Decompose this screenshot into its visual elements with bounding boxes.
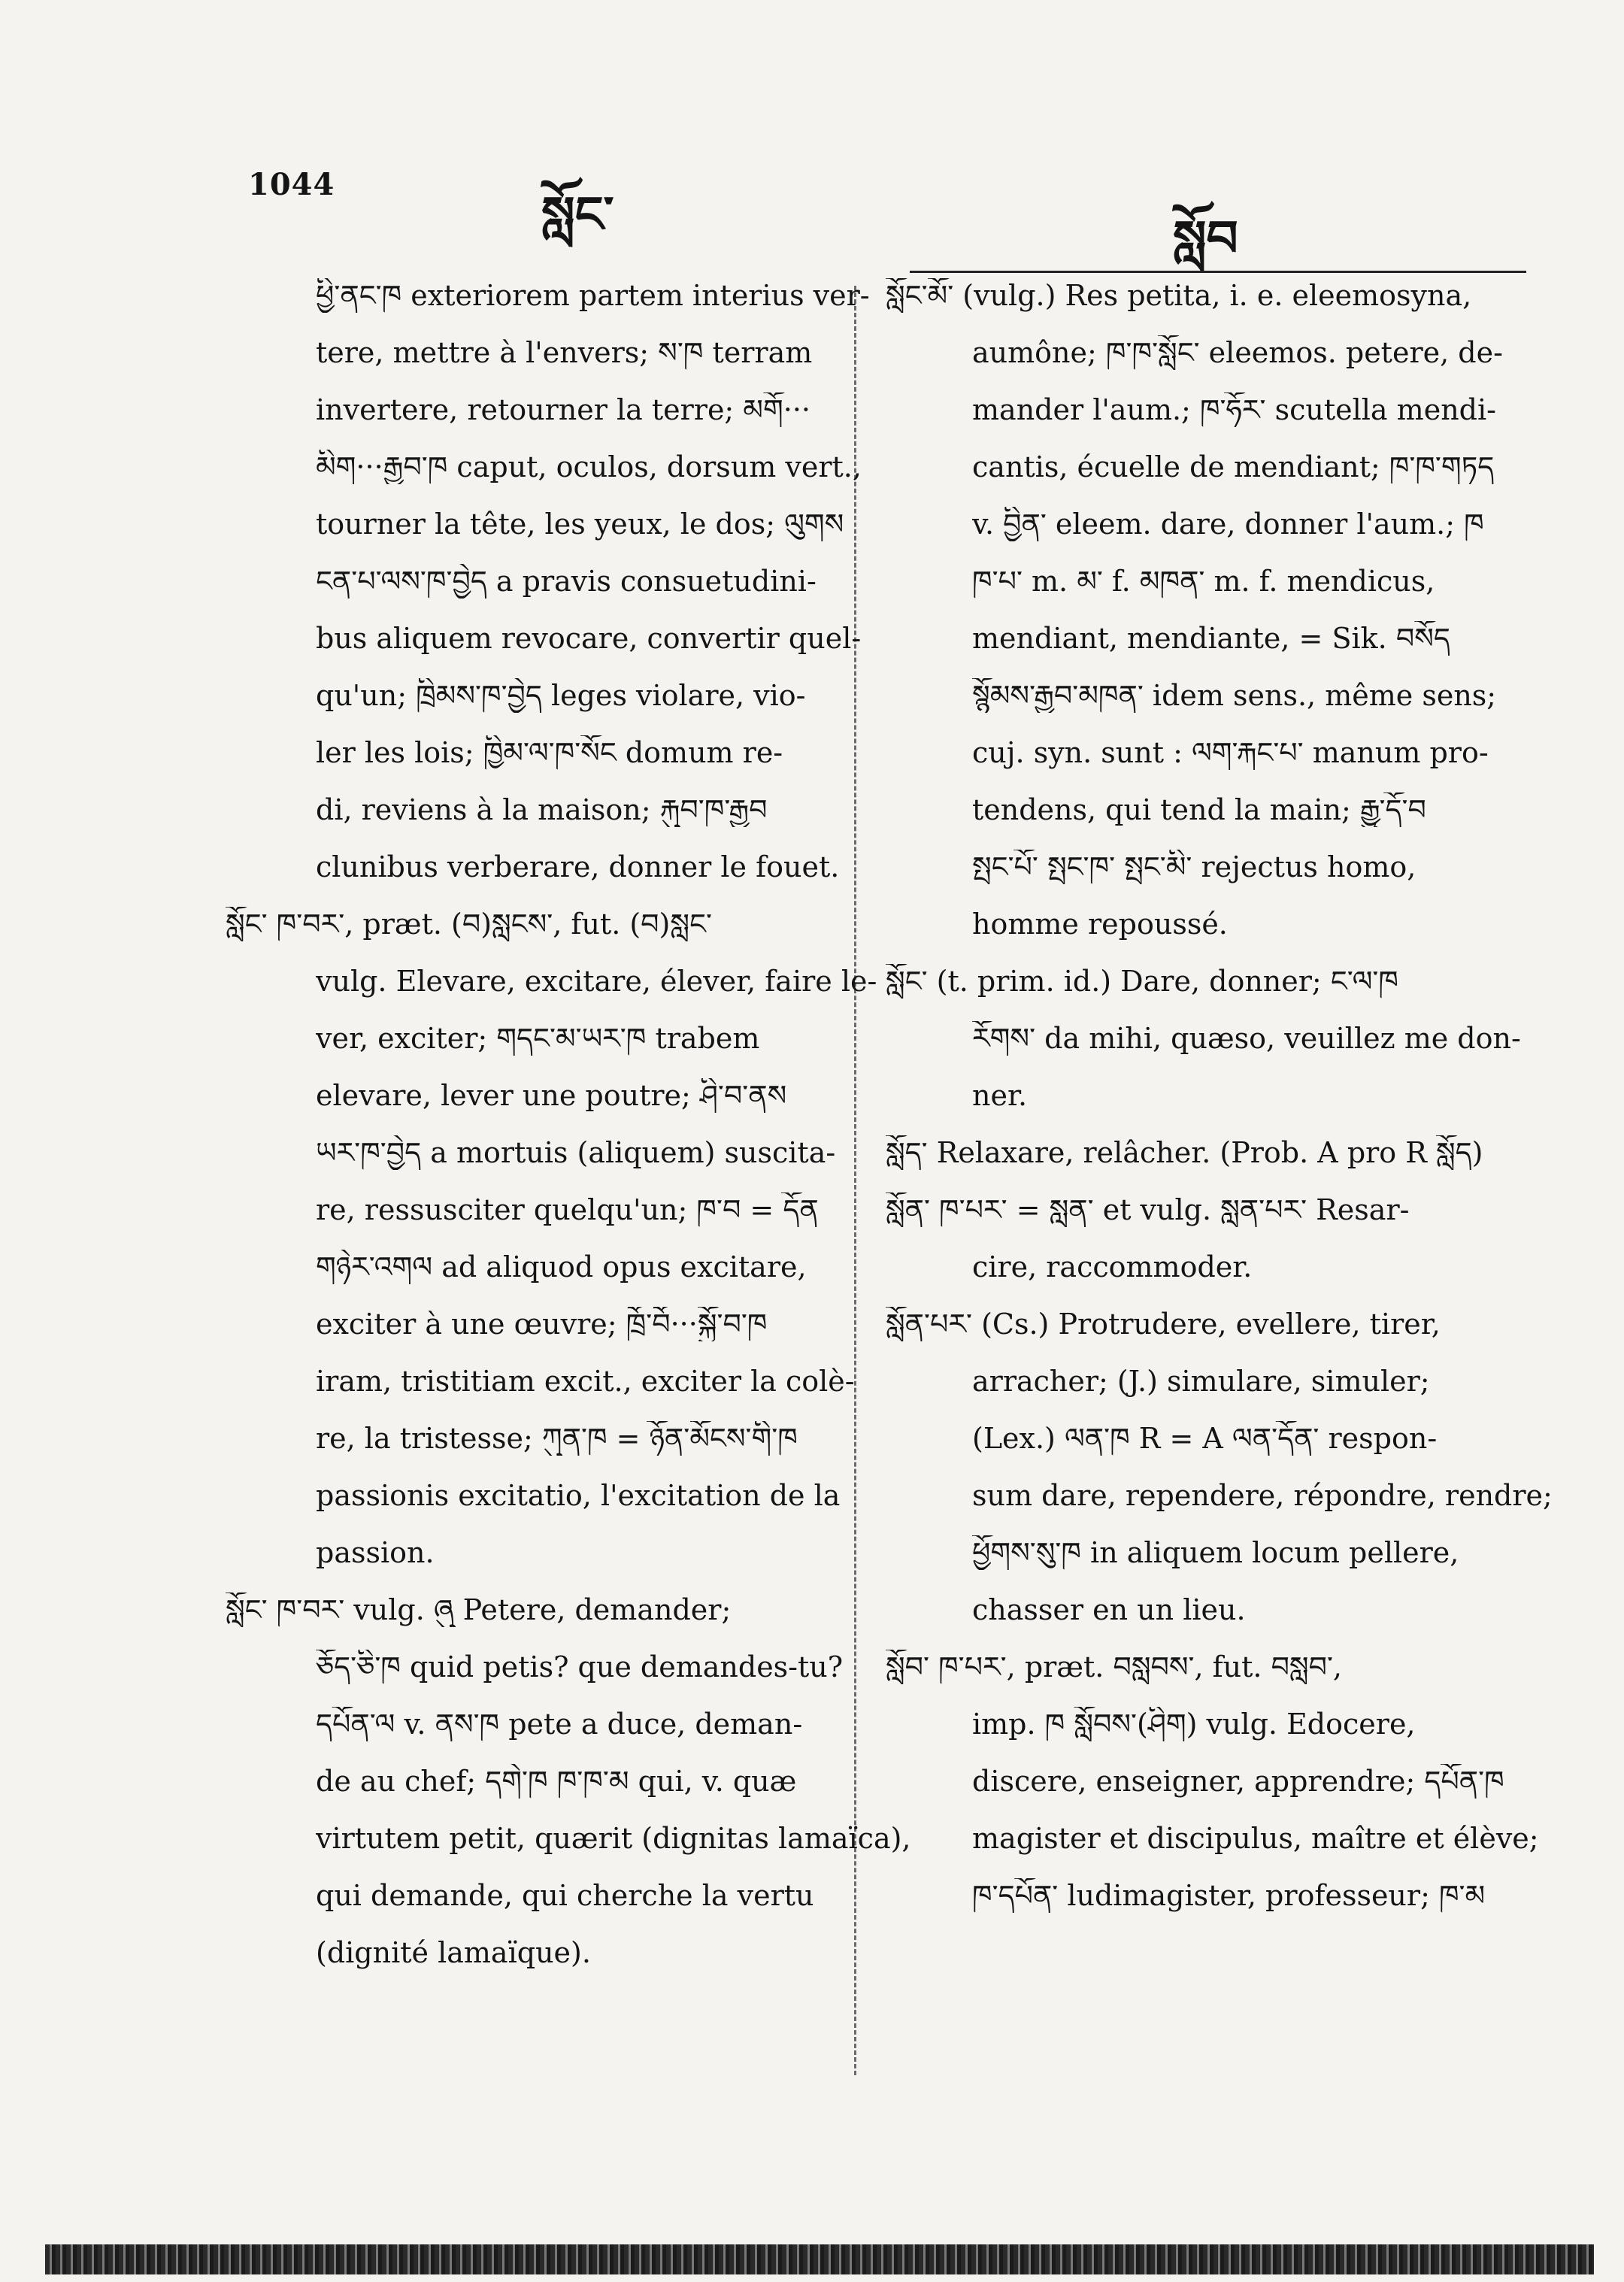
left-column-line: bus aliquem revocare, convertir quel- (316, 622, 862, 655)
left-column-line: མིག···རྒྱབ་ཁ caput, oculos, dorsum vert., (316, 450, 862, 483)
right-column-line: discere, enseigner, apprendre; དཔོན་ཁ (972, 1765, 1504, 1798)
right-column-line: cire, raccommoder. (972, 1250, 1253, 1283)
right-column-line: v. བྱིན་ eleem. dare, donner l'aum.; ཁ (972, 508, 1484, 541)
left-column-line: invertere, retourner la terre; མགོ··· (316, 393, 810, 426)
left-column-line: གཉེར་འགལ ad aliquod opus excitare, (316, 1250, 807, 1283)
right-column-line: aumône; ཁ་ཁ་སློང་ eleemos. petere, de- (972, 336, 1503, 369)
left-column-line: qui demande, qui cherche la vertu (316, 1879, 814, 1912)
left-column-line: qu'un; ཁྲིམས་ཁ་བྱེད leges violare, vio- (316, 679, 806, 712)
left-column-line: ཕྱི་ནང་ཁ exteriorem partem interius ver- (316, 279, 870, 312)
left-column-line: passion. (316, 1536, 435, 1569)
right-column-line: cantis, écuelle de mendiant; ཁ་ཁ་གཏད (972, 450, 1495, 483)
right-column-line: སློད་ Relaxare, relâcher. (Prob. A pro R སློད) (886, 1136, 1483, 1169)
header-rule (910, 271, 1526, 273)
page-number: 1044 (248, 167, 335, 202)
right-column-line: སློན་པར་ (Cs.) Protrudere, evellere, tirer, (886, 1308, 1441, 1341)
left-column-line: re, la tristesse; ཀུན་ཁ = ཉོན་མོངས་གི་ཁ (316, 1422, 798, 1455)
right-column-line: imp. ཁ སློབས་(ཤིག) vulg. Edocere, (972, 1708, 1416, 1741)
scan-edge-band (45, 2244, 1594, 2274)
left-column-line: iram, tristitiam excit., exciter la colè- (316, 1365, 855, 1398)
right-column-line: ཁ་པ་ m. མ་ f. མཁན་ m. f. mendicus, (972, 565, 1435, 598)
left-column-line: དཔོན་ལ v. ནས་ཁ pete a duce, deman- (316, 1708, 803, 1741)
left-column-line: ཅོད་ཅི་ཁ quid petis? que demandes-tu? (316, 1650, 844, 1683)
right-column-line: sum dare, rependere, répondre, rendre; (972, 1479, 1553, 1512)
left-column-line: clunibus verberare, donner le fouet. (316, 850, 840, 883)
right-column-line: mendiant, mendiante, = Sik. བསོད (972, 622, 1450, 655)
left-running-headword: སློང་ (541, 186, 614, 244)
left-column-line: passionis excitatio, l'excitation de la (316, 1479, 841, 1512)
right-running-headword: སློབ (1173, 210, 1238, 268)
left-column-line: vulg. Elevare, excitare, élever, faire le- (316, 965, 877, 998)
right-column-line: སློབ་ ཁ་པར་, præt. བསླབས་, fut. བསླབ་, (886, 1650, 1343, 1683)
left-column-line: ler les lois; ཁྱིམ་ལ་ཁ་སོང domum re- (316, 736, 783, 769)
left-column-line: elevare, lever une poutre; ཤི་བ་ནས (316, 1079, 787, 1112)
left-column-line: ver, exciter; གདང་མ་ཡར་ཁ trabem (316, 1022, 760, 1055)
left-column-line: de au chef; དགེ་ཁ ཁ་ཁ་མ qui, v. quæ (316, 1765, 797, 1798)
right-column-line: ཕྱོགས་སུ་ཁ in aliquem locum pellere, (972, 1536, 1459, 1569)
right-column-line: cuj. syn. sunt : ལག་རྐང་པ་ manum pro- (972, 736, 1489, 769)
left-column-line: tourner la tête, les yeux, le dos; ལུགས (316, 508, 844, 541)
right-column-line: chasser en un lieu. (972, 1593, 1246, 1626)
left-column-line: ངན་པ་ལས་ཁ་བྱེད a pravis consuetudini- (316, 565, 817, 598)
column-divider (854, 286, 856, 2075)
left-column-line: di, reviens à la maison; རྐུབ་ཁ་རྒྱབ (316, 793, 768, 826)
right-column-line: སློང་མོ་ (vulg.) Res petita, i. e. eleemosyna, (886, 279, 1472, 312)
right-column-line: (Lex.) ལན་ཁ R = A ལན་དོན་ respon- (972, 1422, 1438, 1455)
left-column-line: སློང་ ཁ་བར་, præt. (བ)སླངས་, fut. (བ)སླང་ (226, 908, 712, 941)
right-column-line: arracher; (J.) simulare, simuler; (972, 1365, 1430, 1398)
left-column-line: virtutem petit, quærit (dignitas lamaïca), (316, 1822, 911, 1855)
left-column-line: exciter à une œuvre; ཁྲོ་བོ···སྐྱོ་བ་ཁ (316, 1308, 768, 1341)
right-column-line: homme repoussé. (972, 908, 1228, 941)
left-column-line: (dignité lamaïque). (316, 1936, 591, 1969)
right-column-line: སློང་ (t. prim. id.) Dare, donner; ང་ལ་ཁ (886, 965, 1398, 998)
right-column-line: སྙོམས་རྒྱབ་མཁན་ idem sens., même sens; (972, 679, 1497, 712)
right-column-line: སློན་ ཁ་པར་ = སླན་ et vulg. སླན་པར་ Resar- (886, 1193, 1410, 1226)
page-header (0, 0, 1624, 268)
left-column-line: ཡར་ཁ་བྱེད a mortuis (aliquem) suscita- (316, 1136, 836, 1169)
left-column-line: tere, mettre à l'envers; ས་ཁ terram (316, 336, 813, 369)
right-column-line: ner. (972, 1079, 1028, 1112)
right-column-line: སྤང་པོ་ སྤང་ཁ་ སྤང་མི་ rejectus homo, (972, 850, 1416, 883)
right-column-line: རོགས་ da mihi, quæso, veuillez me don- (972, 1022, 1521, 1055)
right-column-line: tendens, qui tend la main; རྒྱུ་དོ་བ (972, 793, 1426, 826)
left-column-line: སློང་ ཁ་བར་ vulg. ཞུ Petere, demander; (226, 1593, 732, 1626)
right-column-line: mander l'aum.; ཁ་ཧོར་ scutella mendi- (972, 393, 1496, 426)
left-column-line: re, ressusciter quelqu'un; ཁ་བ = དོན (316, 1193, 819, 1226)
right-column-line: ཁ་དཔོན་ ludimagister, professeur; ཁ་མ (972, 1879, 1486, 1912)
right-column-line: magister et discipulus, maître et élève; (972, 1822, 1539, 1855)
